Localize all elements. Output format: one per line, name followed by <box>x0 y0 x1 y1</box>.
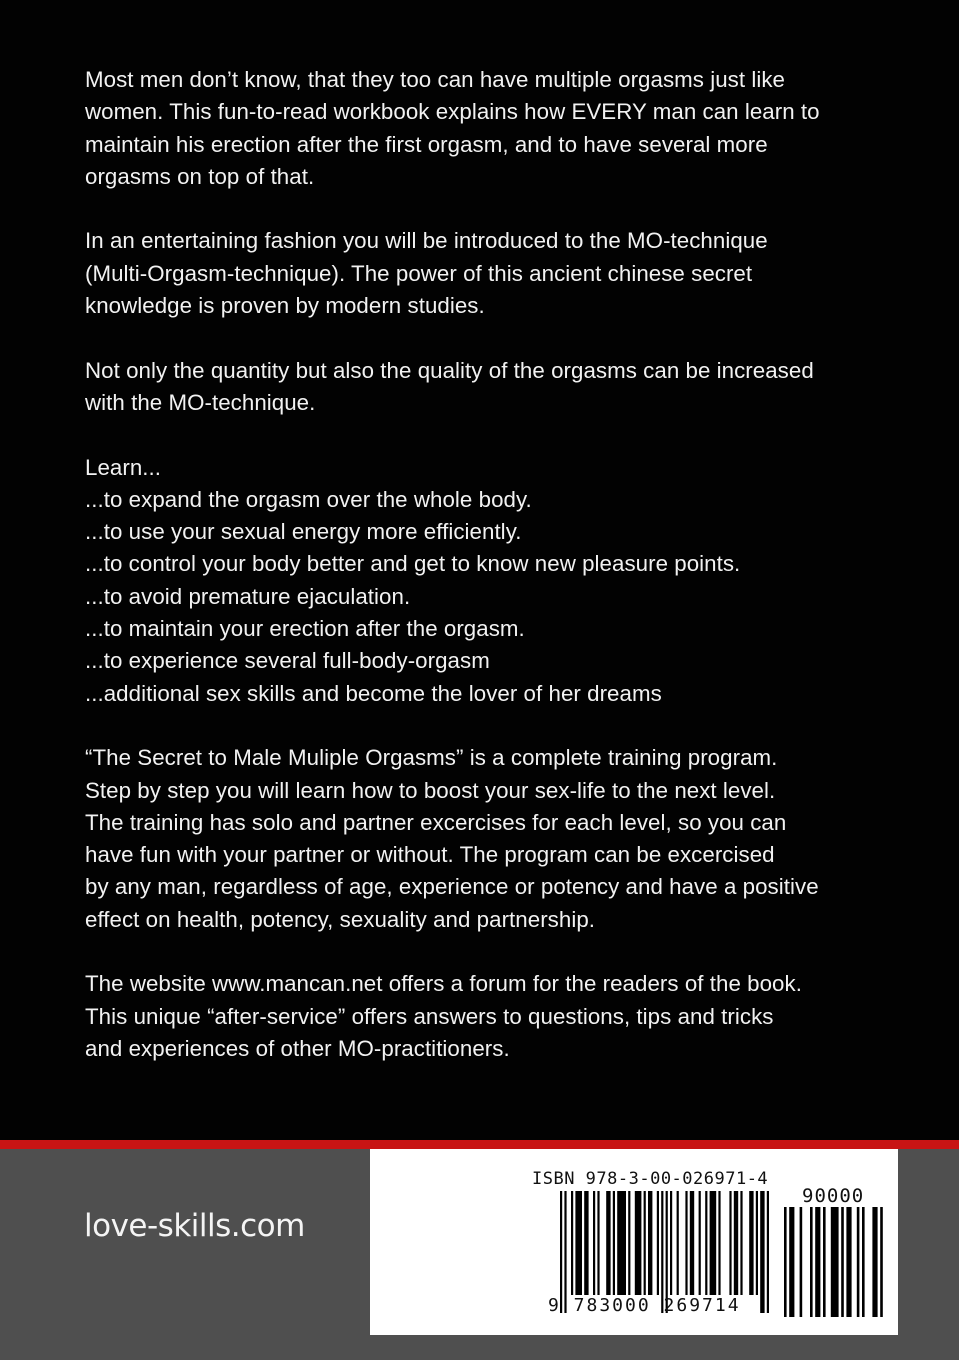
barcode-bar <box>841 1207 844 1317</box>
barcode-bar <box>644 1191 646 1295</box>
site-logo: love-skills.com <box>84 1208 305 1244</box>
barcode-bar <box>880 1207 883 1317</box>
red-divider <box>0 1140 959 1149</box>
barcode-bar <box>657 1191 659 1295</box>
barcode-bar <box>872 1207 877 1317</box>
barcode-bar <box>685 1191 687 1295</box>
barcode-bar <box>749 1191 753 1295</box>
barcode-bar <box>823 1207 826 1317</box>
program-paragraph: “The Secret to Male Muliple Orgasms” is a complete training program. Step by step you will learn how to boost your sex-life to the next level. The training has solo and partner excercises for each level, so you can have fun with your partner or without. The program can be excercised by any man, regardless of age, experience or potency and have a positive effect on health, potency, sexuality and partnership. <box>85 745 819 932</box>
barcode-bar <box>800 1207 803 1317</box>
barcode-bar <box>760 1191 764 1313</box>
learn-item: ...to control your body better and get to know new pleasure points. <box>85 551 741 577</box>
barcode-bar <box>584 1191 588 1295</box>
barcode-bar <box>575 1191 582 1295</box>
barcode-bar <box>613 1191 615 1295</box>
ean-digits: 9 783000 269714 <box>548 1295 741 1316</box>
learn-item: ...to expand the orgasm over the whole body. <box>85 486 532 512</box>
back-cover-text <box>85 64 905 1065</box>
addon-code: 90000 <box>802 1185 865 1207</box>
barcode-bar <box>635 1191 642 1295</box>
barcode-bar <box>862 1207 865 1317</box>
barcode-bar <box>593 1191 595 1295</box>
barcode-bar <box>597 1191 599 1295</box>
barcode-bar <box>718 1191 720 1295</box>
isbn-label: ISBN 978-3-00-026971-4 <box>532 1169 769 1189</box>
barcode-bar <box>729 1191 731 1295</box>
barcode-bar <box>690 1191 694 1295</box>
barcode-bar <box>846 1207 851 1317</box>
barcode-bar <box>670 1191 672 1295</box>
barcode-bar <box>617 1191 626 1295</box>
barcode-bar <box>789 1207 794 1317</box>
barcode-bar <box>734 1191 738 1295</box>
learn-item: ...additional sex skills and become the lover of her dreams <box>85 680 662 706</box>
technique-paragraph: In an entertaining fashion you will be introduced to the MO-technique (Multi-Orgasm-technique). The power of this ancient chinese secret knowledge is proven by modern studies. <box>85 228 768 319</box>
barcode-bar <box>756 1191 758 1295</box>
barcode-bar <box>740 1191 742 1295</box>
barcode-bar <box>784 1207 787 1317</box>
intro-paragraph: Most men don’t know, that they too can have multiple orgasms just like women. This fun-to-read workbook explains how EVERY man can learn to maintain his erection after the first orgasm, and to have several more orgasms on top of that. <box>85 67 820 189</box>
barcode-bar <box>677 1191 679 1295</box>
learn-item: ...to maintain your erection after the orgasm. <box>85 616 525 642</box>
barcode-bar <box>606 1191 610 1295</box>
barcode-bar <box>710 1191 717 1295</box>
website-paragraph: The website www.mancan.net offers a forum for the readers of the book. This unique “after-service” offers answers to questions, tips and tricks and experiences of other MO-practitioners. <box>85 971 802 1061</box>
barcode-bar <box>648 1191 652 1295</box>
barcode-bar <box>699 1191 701 1295</box>
barcode-panel <box>370 1149 898 1335</box>
barcode-bar <box>705 1191 707 1295</box>
barcode-bar <box>815 1207 820 1317</box>
quality-paragraph: Not only the quantity but also the quality of the orgasms can be increased with the MO-technique. <box>85 357 814 415</box>
learn-item: ...to avoid premature ejaculation. <box>85 583 411 609</box>
barcode-bar <box>857 1207 860 1317</box>
barcode-bar <box>571 1191 573 1295</box>
learn-item: ...to use your sexual energy more efficiently. <box>85 519 522 545</box>
barcode-bar <box>810 1207 813 1317</box>
learn-heading: Learn... <box>85 454 162 480</box>
learn-item: ...to experience several full-body-orgasm <box>85 648 490 674</box>
barcode-bar <box>628 1191 630 1295</box>
barcode-bar <box>831 1207 839 1317</box>
barcode-bar <box>767 1191 769 1313</box>
addon-barcode <box>784 1207 890 1317</box>
